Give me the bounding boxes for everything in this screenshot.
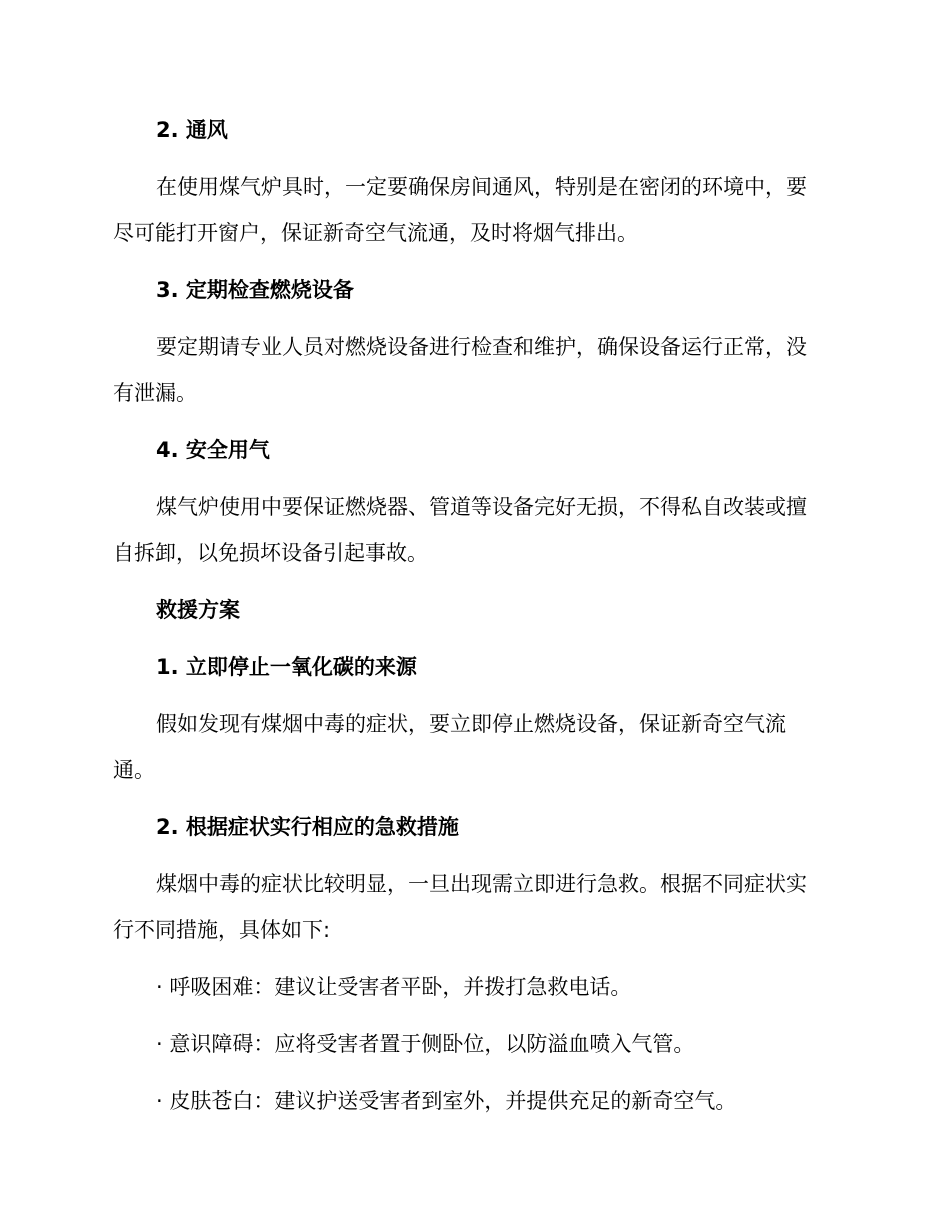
paragraph-line: 通。 [113,758,155,782]
paragraph-line: 自拆卸，以免损坏设备引起事故。 [113,541,428,565]
paragraph-line: 煤烟中毒的症状比较明显，一旦出现需立即进行急救。根据不同症状实 [156,872,807,896]
rescue-step-heading: 1. 立即停止一氧化碳的来源 [156,655,417,679]
rescue-step-heading: 2. 根据症状实行相应的急救措施 [156,815,459,839]
paragraph-line: 要定期请专业人员对燃烧设备进行检查和维护，确保设备运行正常，没 [156,335,807,359]
bullet-item: · 呼吸困难：建议让受害者平卧，并拨打急救电话。 [156,975,632,999]
bullet-item: · 意识障碍：应将受害者置于侧卧位，以防溢血喷入气管。 [156,1032,695,1056]
paragraph-line: 煤气炉使用中要保证燃烧器、管道等设备完好无损，不得私自改装或擅 [156,495,807,519]
paragraph-line: 在使用煤气炉具时，一定要确保房间通风，特别是在密闭的环境中，要 [156,175,807,199]
section-heading-safe-gas: 4. 安全用气 [156,438,270,462]
paragraph-line: 假如发现有煤烟中毒的症状，要立即停止燃烧设备，保证新奇空气流 [156,712,786,736]
paragraph-line: 有泄漏。 [113,381,197,405]
paragraph-line: 尽可能打开窗户，保证新奇空气流通，及时将烟气排出。 [113,221,638,245]
paragraph-line: 行不同措施，具体如下: [113,918,331,942]
bullet-item: · 皮肤苍白：建议护送受害者到室外，并提供充足的新奇空气。 [156,1089,737,1113]
rescue-plan-heading: 救援方案 [156,598,240,622]
section-heading-inspection: 3. 定期检查燃烧设备 [156,278,354,302]
section-heading-ventilation: 2. 通风 [156,118,228,142]
